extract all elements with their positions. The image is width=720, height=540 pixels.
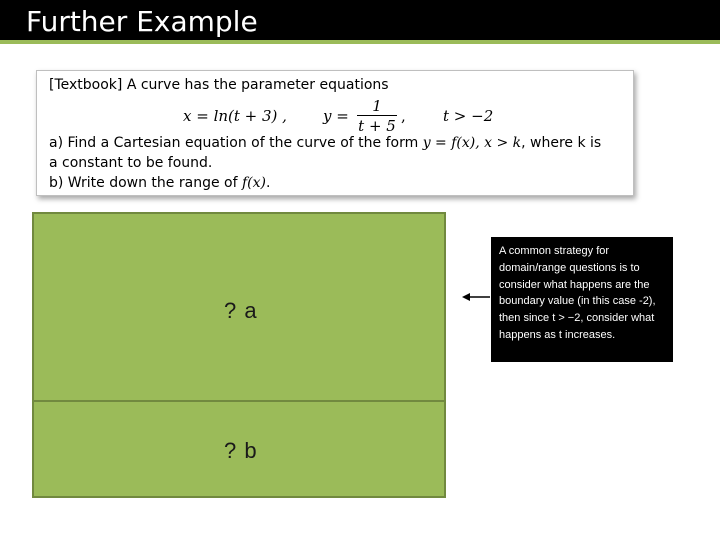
fraction-numerator: 1 [372, 97, 382, 115]
equation-y-lhs: y = [323, 107, 349, 125]
problem-box [36, 70, 634, 196]
answer-reveal-box [32, 212, 446, 498]
reveal-b-button[interactable]: ? b [224, 438, 258, 463]
reveal-divider [34, 400, 444, 402]
part-a-text: a) Find a Cartesian equation of the curve of the form [49, 135, 423, 151]
parameter-equations [37, 95, 633, 137]
equation-comma: , [401, 107, 406, 125]
equation-y-fraction [355, 97, 399, 136]
reveal-a-button[interactable]: ? a [224, 298, 258, 323]
part-b-text-end: . [265, 175, 271, 191]
part-a-text-end: , where k is [521, 135, 602, 151]
part-a-math: y = f(x), x > k [422, 135, 522, 151]
fraction-denominator: t + 5 [358, 117, 396, 135]
part-a-line2: a constant to be found. [49, 155, 213, 171]
left-arrow-icon [462, 292, 490, 302]
strategy-note: A common strategy for domain/range questions is to consider what happens are the boundary value (in this case -2), then since t > −2, consider what happens as t increases. [491, 237, 673, 362]
title-bar [0, 0, 720, 44]
part-a-line1 [49, 135, 601, 151]
equation-x: x = ln(t + 3) , [183, 107, 287, 125]
equation-t-domain: t > −2 [443, 107, 494, 125]
part-b-text: b) Write down the range of [49, 175, 242, 191]
problem-intro: [Textbook] A curve has the parameter equations [49, 77, 389, 93]
slide-title: Further Example [26, 5, 258, 38]
part-b-math: f(x) [241, 175, 266, 191]
part-b-line [49, 175, 270, 191]
